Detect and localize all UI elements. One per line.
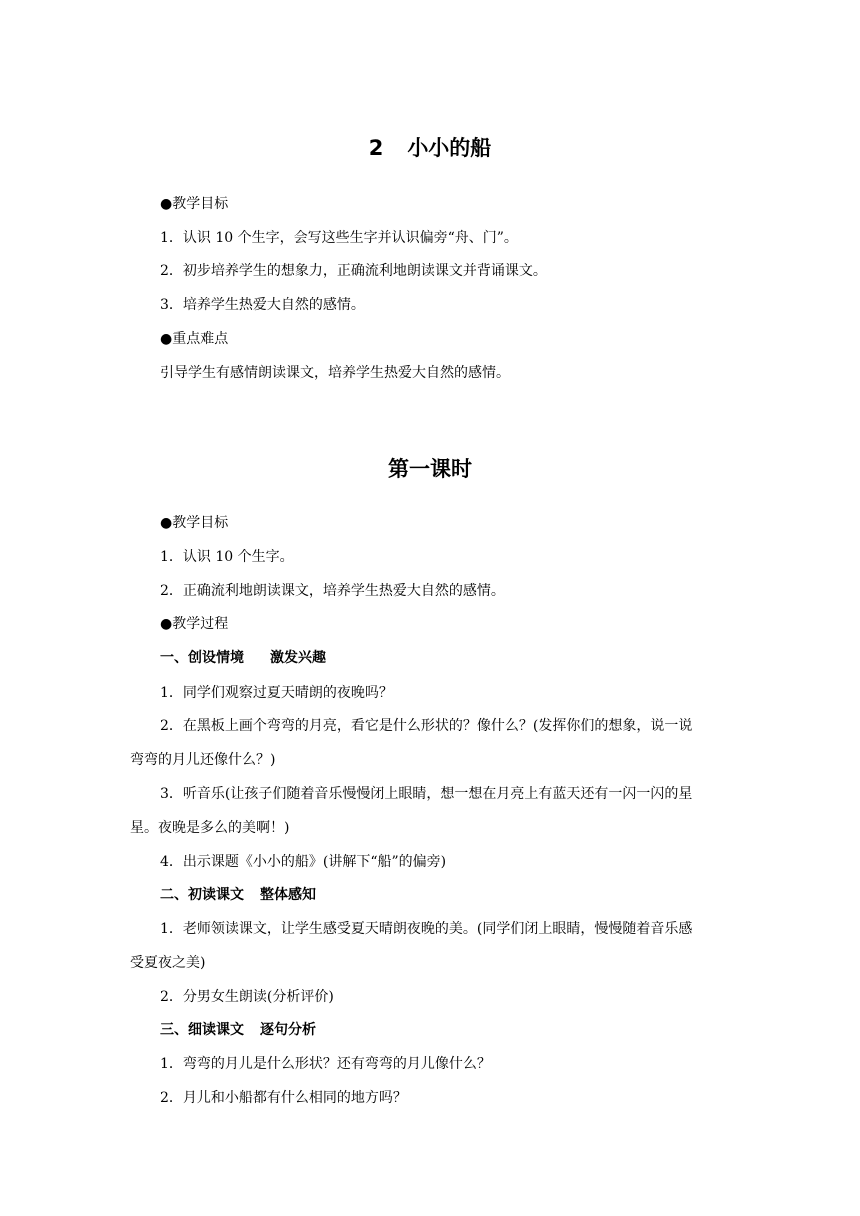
process-line: 3．听音乐(让孩子们随着音乐慢慢闭上眼睛，想一想在月亮上有蓝天还有一闪一闪的星 (160, 786, 693, 802)
lesson-title (0, 132, 860, 162)
section-heading-part: 二、初读课文 (160, 887, 244, 903)
period-goal-item: 2．正确流利地朗读课文，培养学生热爱大自然的感情。 (160, 583, 505, 599)
process-line: 受夏夜之美) (130, 955, 206, 971)
section-heading-2 (160, 885, 316, 905)
lesson-number: 2 (368, 136, 384, 160)
section-heading-part: 激发兴趣 (270, 650, 326, 666)
section-heading-3 (160, 1020, 316, 1040)
section-heading-part: 整体感知 (260, 887, 316, 903)
process-line: 星。夜晚是多么的美啊！) (130, 820, 290, 836)
process-heading: ●教学过程 (160, 616, 229, 632)
process-line: 1．老师领读课文，让学生感受夏天晴朗夜晚的美。(同学们闭上眼睛，慢慢随着音乐感 (160, 921, 693, 937)
process-line: 2．分男女生朗读(分析评价) (160, 989, 334, 1005)
process-line: 4．出示课题《小小的船》(讲解下“船”的偏旁) (160, 854, 447, 870)
key-points-heading: ●重点难点 (160, 331, 229, 347)
process-line: 2．月儿和小船都有什么相同的地方吗？ (160, 1090, 407, 1106)
key-points-text: 引导学生有感情朗读课文，培养学生热爱大自然的感情。 (160, 365, 510, 381)
section-heading-part: 一、创设情境 (160, 650, 244, 666)
section-heading-part: 逐句分析 (260, 1022, 316, 1038)
section-heading-part: 三、细读课文 (160, 1022, 244, 1038)
period-goals-heading: ●教学目标 (160, 515, 229, 531)
process-line: 2．在黑板上画个弯弯的月亮，看它是什么形状的？像什么？(发挥你们的想象，说一说 (160, 718, 693, 734)
lesson-name: 小小的船 (407, 136, 492, 160)
goals-heading: ●教学目标 (160, 196, 229, 212)
goal-item: 2．初步培养学生的想象力，正确流利地朗读课文并背诵课文。 (160, 263, 547, 279)
section-heading-1 (160, 648, 326, 668)
process-line: 1．同学们观察过夏天晴朗的夜晚吗？ (160, 685, 393, 701)
process-line: 1．弯弯的月儿是什么形状？还有弯弯的月儿像什么？ (160, 1056, 491, 1072)
period-goal-item: 1．认识 10 个生字。 (160, 549, 294, 565)
period-title: 第一课时 (388, 457, 472, 481)
goal-item: 3．培养学生热爱大自然的感情。 (160, 297, 365, 313)
goal-item: 1．认识 10 个生字，会写这些生字并认识偏旁“舟、门”。 (160, 230, 518, 246)
process-line: 弯弯的月儿还像什么？) (130, 752, 276, 768)
